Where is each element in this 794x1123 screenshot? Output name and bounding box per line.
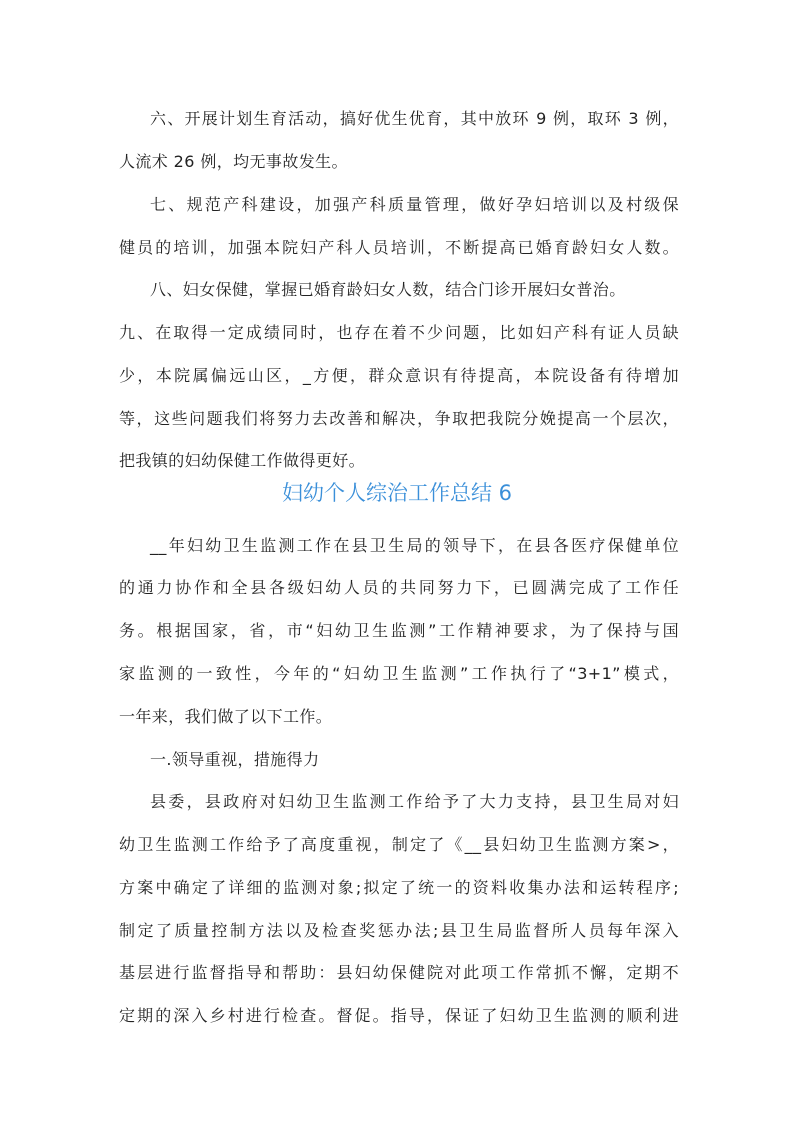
paragraph-line: 人流术 26 例，均无事故发生。 [119, 152, 348, 171]
paragraph-line: 定期的深入乡村进行检查。督促。指导，保证了妇幼卫生监测的顺利进 [119, 1006, 679, 1025]
paragraph-line: 少，本院属偏远山区，_方便，群众意识有待提高，本院设备有待增加 [119, 366, 679, 385]
paragraph-line: 的通力协作和全县各级妇幼人员的共同努力下，已圆满完成了工作任 [119, 578, 679, 597]
paragraph-line: 等，这些问题我们将努力去改善和解决，争取把我院分娩提高一个层次， [119, 409, 679, 428]
paragraph-line: 方案中确定了详细的监测对象;拟定了统一的资料收集办法和运转程序; [119, 878, 679, 897]
paragraph-line: 七、规范产科建设，加强产科质量管理，做好孕妇培训以及村级保 [150, 195, 679, 214]
paragraph-line: 县委，县政府对妇幼卫生监测工作给予了大力支持，县卫生局对妇 [150, 792, 679, 811]
paragraph-line: 务。根据国家，省，市“妇幼卫生监测”工作精神要求，为了保持与国 [119, 621, 679, 640]
paragraph-line: 把我镇的妇幼保健工作做得更好。 [119, 451, 366, 470]
paragraph-line: __年妇幼卫生监测工作在县卫生局的领导下，在县各医疗保健单位 [150, 536, 679, 555]
paragraph-line: 九、在取得一定成绩同时，也存在着不少问题，比如妇产科有证人员缺 [119, 323, 679, 342]
paragraph-line: 八、妇女保健，掌握已婚育龄妇女人数，结合门诊开展妇女普治。 [150, 280, 626, 299]
paragraph-line: 一年来，我们做了以下工作。 [119, 707, 333, 726]
paragraph-line: 制定了质量控制方法以及检查奖惩办法;县卫生局监督所人员每年深入 [119, 921, 679, 940]
paragraph-line: 健员的培训，加强本院妇产科人员培训，不断提高已婚育龄妇女人数。 [119, 238, 679, 257]
paragraph-line: 基层进行监督指导和帮助：县妇幼保健院对此项工作常抓不懈，定期不 [119, 963, 679, 982]
subheading-line: 一.领导重视，措施得力 [150, 750, 320, 769]
paragraph-line: 六、开展计划生育活动，搞好优生优育，其中放环 9 例，取环 3 例， [150, 109, 679, 128]
section-heading: 妇幼个人综治工作总结 6 [281, 481, 513, 505]
paragraph-line: 家监测的一致性，今年的“妇幼卫生监测”工作执行了“3+1”模式， [119, 664, 679, 683]
paragraph-line: 幼卫生监测工作给予了高度重视，制定了《__县妇幼卫生监测方案>， [119, 835, 679, 854]
